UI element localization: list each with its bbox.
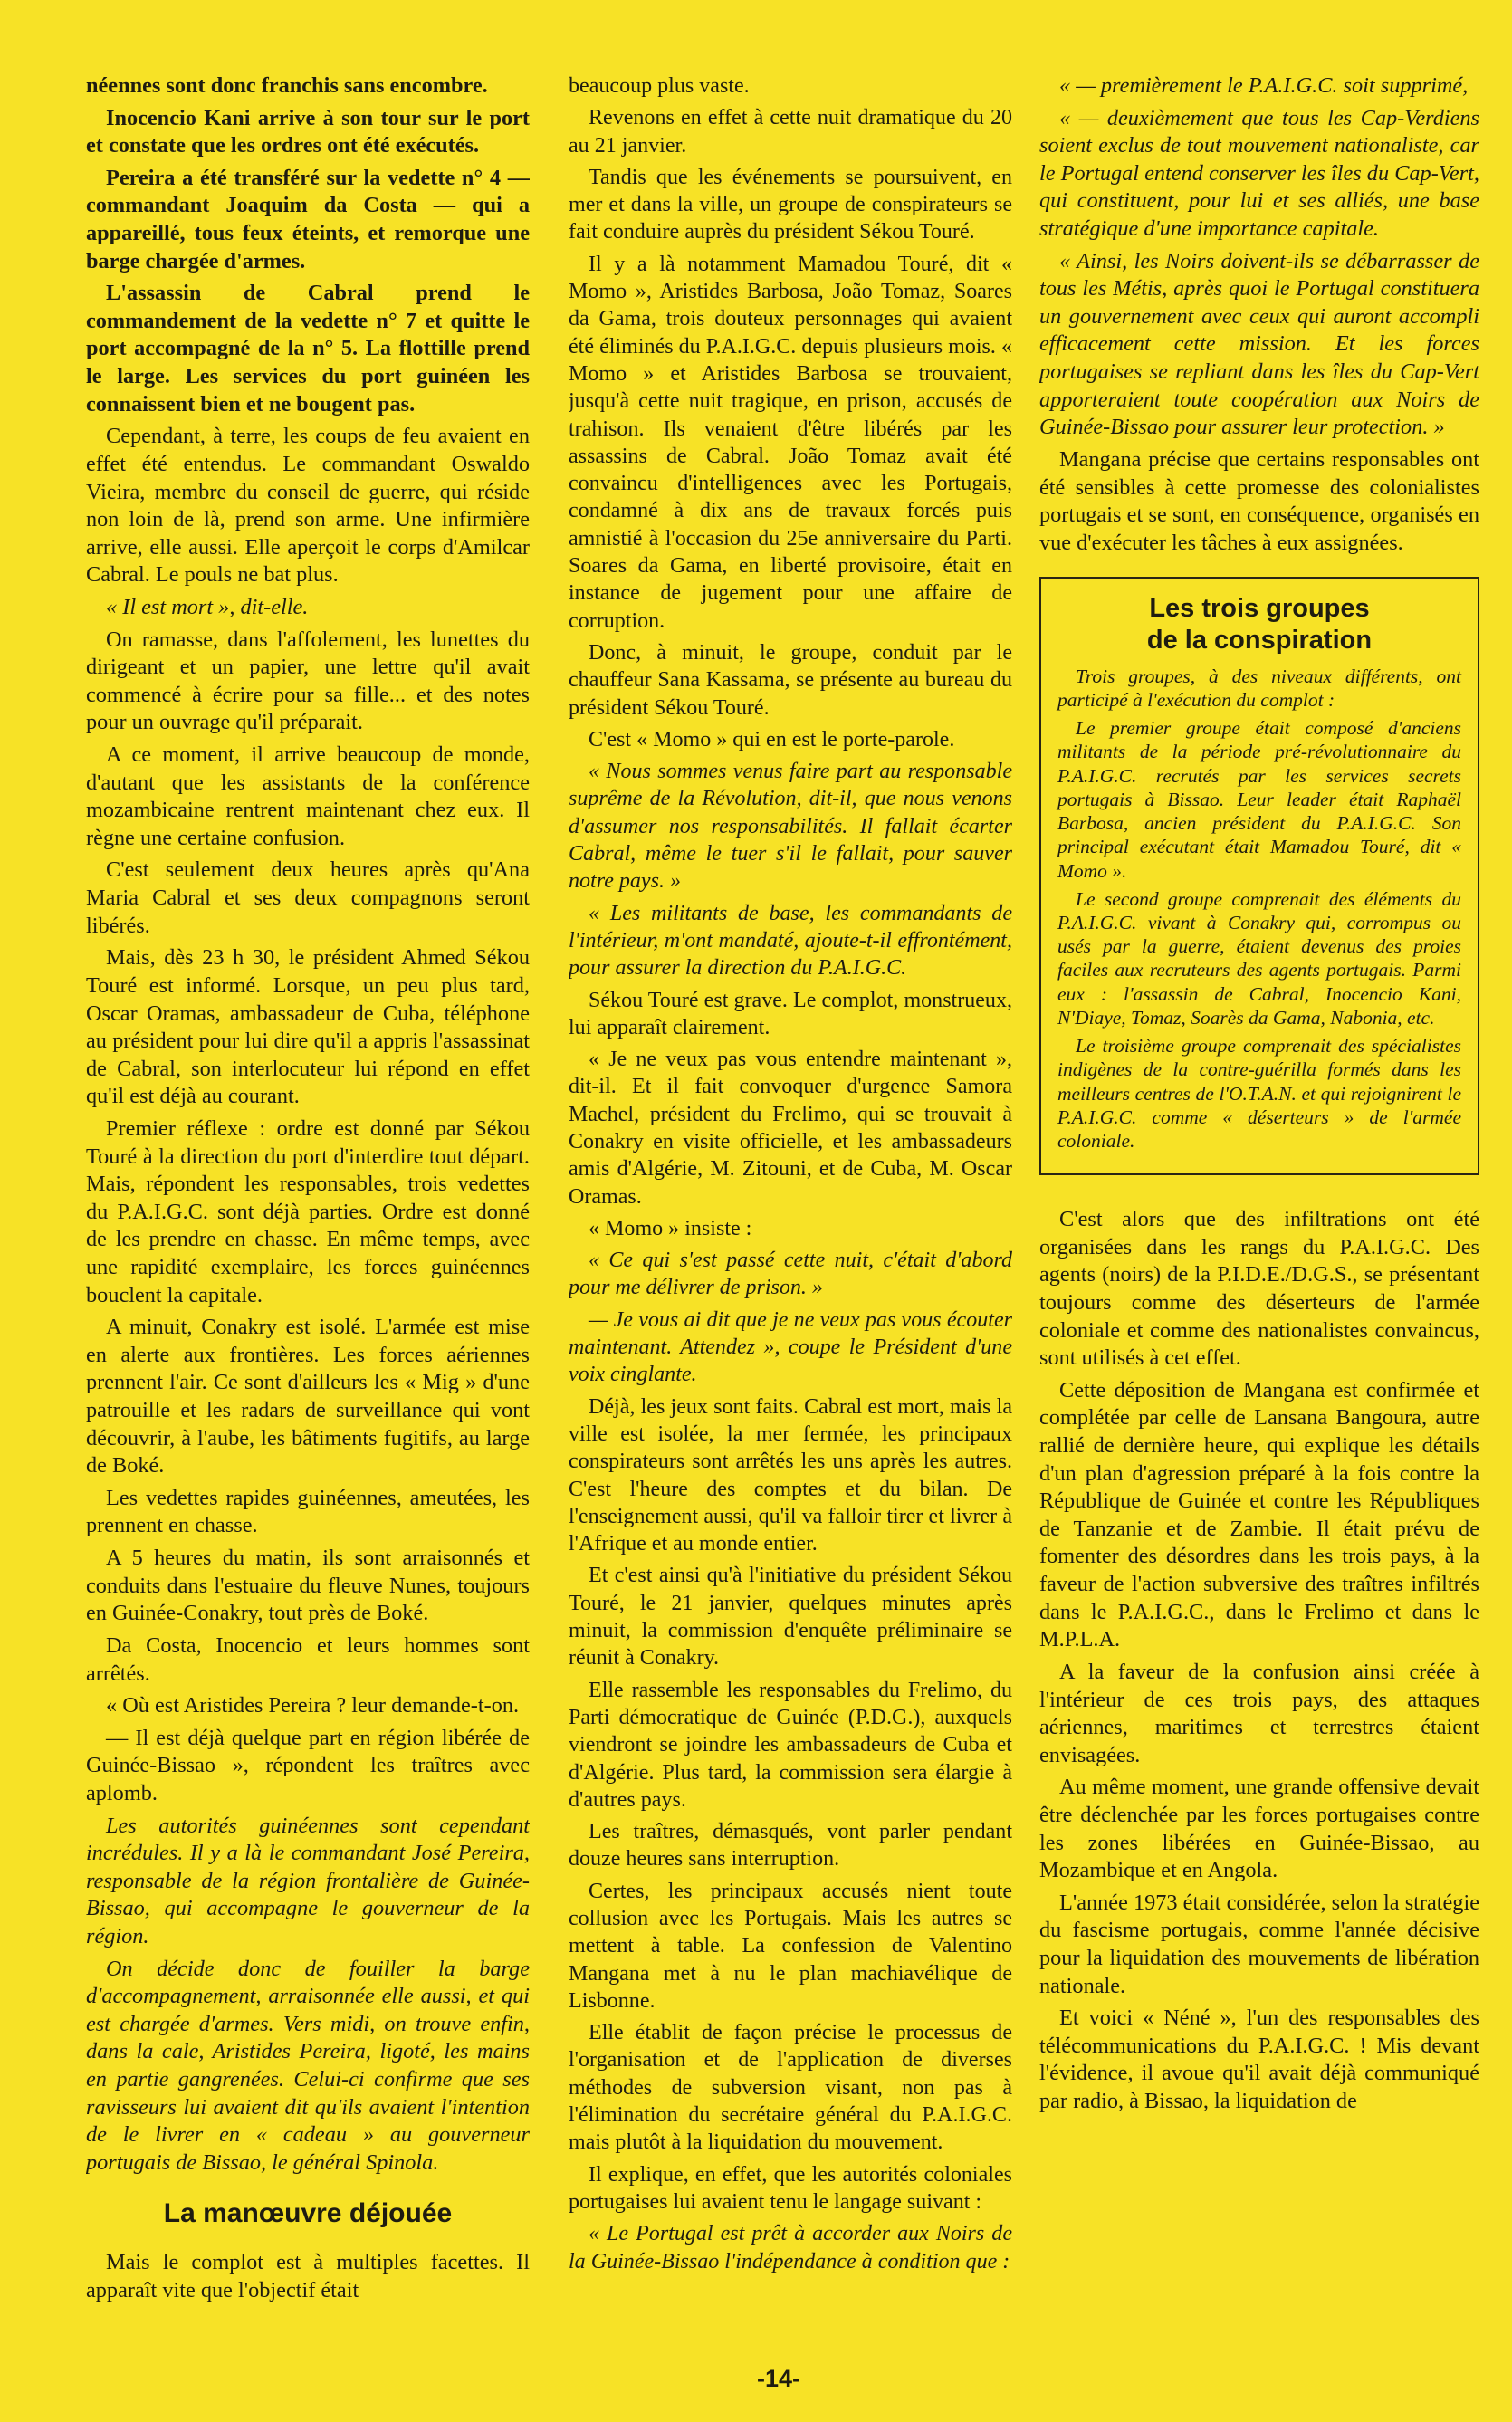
paragraph: néennes sont donc franchis sans encombre.: [86, 73, 488, 98]
paragraph: Il explique, en effet, que les autorités coloniales portugaises lui avaient tenu le langage suivant :: [569, 2162, 1012, 2214]
box-paragraph: Trois groupes, à des niveaux différents, ont participé à l'exécution du complot :: [1057, 665, 1461, 712]
paragraph: Mais le complot est à multiples facettes. Il apparaît vite que l'objectif était: [86, 2250, 530, 2302]
page-number: -14-: [756, 2365, 800, 2392]
subheading: La manœuvre déjouée: [163, 2198, 453, 2229]
paragraph: Au même moment, une grande offensive devait être déclenchée par les forces portugaises contre les zones libérées en Guinée-Bissao, au Mozambique et en Angola.: [1039, 1775, 1479, 1883]
paragraph: Déjà, les jeux sont faits. Cabral est mort, mais la ville est isolée, la mer fermée, les principaux conspirateurs sont arrêtés les uns après les autres. C'est l'heure des comptes et du bilan. De l'enseignement aussi, qu'il va falloir tirer et livrer à l'Afrique et au monde entier.: [569, 1394, 1012, 1556]
paragraph: Cette déposition de Mangana est confirmée et complétée par celle de Lansana Bangoura, autre rallié de dernière heure, qui explique les détails d'un plan d'agression préparé à la fois contre la République de Guinée et contre les Républiques de Tanzanie et de Zambie. Il était prévu de fomenter des désordres dans les trois pays, à la faveur de l'action subversive des traîtres infiltrés dans le P.A.I.G.C., dans le Frelimo et dans le M.P.L.A.: [1039, 1377, 1479, 1652]
paragraph: « Nous sommes venus faire part au responsable suprême de la Révolution, dit-il, que nous venons d'assumer nos responsabilités. Il fallait écarter Cabral, même le tuer s'il le fallait, pour sauver notre pays. »: [569, 760, 1012, 894]
column-2: [569, 72, 1012, 2354]
paragraph: A 5 heures du matin, ils sont arraisonnés et conduits dans l'estuaire du fleuve Nunes, toujours en Guinée-Conakry, tout près de Boké.: [86, 1546, 530, 1626]
column-3: [1039, 72, 1479, 2354]
paragraph: Les traîtres, démasqués, vont parler pendant douze heures sans interruption.: [569, 1820, 1012, 1872]
paragraph: beaucoup plus vaste.: [569, 74, 750, 98]
paragraph: — Je vous ai dit que je ne veux pas vous écouter maintenant. Attendez », coupe le Président d'une voix cinglante.: [569, 1307, 1012, 1387]
paragraph: Elle établit de façon précise le processus de l'organisation et de l'application de diverses méthodes de subversion visant, non pas à l'élimination du secrétaire général du P.A.I.G.C. mais plutôt à la liquidation du mouvement.: [569, 2021, 1012, 2155]
paragraph: « Ainsi, les Noirs doivent-ils se débarrasser de tous les Métis, après quoi le Portugal constituera un gouvernement avec ceux qui auront accompli efficacement cette mission. Et les forces portugaises se repliant dans les îles du Cap-Vert apporteraient toute coopération aux Noirs de Guinée-Bissao pour assurer leur protection. »: [1039, 248, 1479, 440]
box-paragraph: Le troisième groupe comprenait des spécialistes indigènes de la contre-guérilla formés dans les meilleurs centres de l'O.T.A.N. et qui rejoignirent le P.A.I.G.C. comme « déserteurs » de l'armée coloniale.: [1057, 1035, 1461, 1152]
paragraph: « Momo » insiste :: [589, 1216, 752, 1240]
paragraph: A minuit, Conakry est isolé. L'armée est mise en alerte aux frontières. Les forces aériennes prennent l'air. Ce sont d'ailleurs les « Mig » d'une patrouille et les radars de surveillance qui vont découvrir, à l'aube, les bâtiments fugitifs, au large de Boké.: [86, 1315, 530, 1479]
paragraph: « Les militants de base, les commandants de l'intérieur, m'ont mandaté, ajoute-t-il effrontément, pour assurer la direction du P.A.I.G.C.: [569, 901, 1012, 981]
paragraph: « Le Portugal est prêt à accorder aux Noirs de la Guinée-Bissao l'indépendance à condition que :: [569, 2222, 1012, 2274]
paragraph: L'année 1973 était considérée, selon la stratégie du fascisme portugais, comme l'année décisive pour la liquidation des mouvements de libération nationale.: [1039, 1890, 1479, 1998]
paragraph: Sékou Touré est grave. Le complot, monstrueux, lui apparaît clairement.: [569, 988, 1012, 1039]
paragraph: Et voici « Néné », l'un des responsables des télécommunications du P.A.I.G.C. ! Mis devant l'évidence, il avoue qu'il avait déjà communiqué par radio, à Bissao, la liquidation de: [1039, 2006, 1479, 2114]
paragraph: Inocencio Kani arrive à son tour sur le port et constate que les ordres ont été exécutés.: [86, 105, 530, 158]
sidebar-box: [1039, 577, 1479, 1175]
paragraph: Et c'est ainsi qu'à l'initiative du président Sékou Touré, le 21 janvier, quelques minutes après minuit, la commission d'enquête préliminaire se réunit à Conakry.: [569, 1564, 1012, 1671]
paragraph: Elle rassemble les responsables du Frelimo, du Parti démocratique de Guinée (P.D.G.), auxquels viendront se joindre les ambassadeurs de Cuba et d'Algérie. Plus tard, la commission sera élargie à d'autres pays.: [569, 1678, 1012, 1812]
paragraph: A ce moment, il arrive beaucoup de monde, d'autant que les assistants de la conférence mozambicaine rentrent maintenant chez eux. Il règne une certaine confusion.: [86, 742, 530, 850]
paragraph: Il y a là notamment Mamadou Touré, dit « Momo », Aristides Barbosa, João Tomaz, Soares da Gama, trois douteux personnages qui avaient été éliminés du P.A.I.G.C. depuis plusieurs mois. « Momo » et Aristides Barbosa se trouvaient, jusqu'à cette nuit tragique, en prison, accusés de trahison. Ils venaient d'être libérés par les assassins de Cabral. João Tomaz avait été convaincu d'intelligences avec les Portugais, condamné à dix ans de travaux forcés puis amnistié à l'occasion du 25e anniversaire du Parti. Soares da Gama, en liberté provisoire, était en instance de jugement pour une affaire de corruption.: [569, 252, 1012, 633]
paragraph: Tandis que les événements se poursuivent, en mer et dans la ville, un groupe de conspirateurs se fait conduire auprès du président Sékou Touré.: [569, 165, 1012, 244]
paragraph: « — premièrement le P.A.I.G.C. soit supprimé,: [1059, 73, 1469, 98]
box-paragraph: Le premier groupe était composé d'anciens militants de la période pré-révolutionnaire du P.A.I.G.C. recrutés par les services secrets portugais à Bissao. Leur leader était Raphaël Barbosa, ancien président du P.A.I.G.C. Son principal exécutant était Mamadou Touré, dit « Momo ».: [1057, 717, 1461, 882]
box-title: Les trois groupes de la conspiration: [1146, 594, 1373, 655]
paragraph: Donc, à minuit, le groupe, conduit par le chauffeur Sana Kassama, se présente au bureau du président Sékou Touré.: [569, 640, 1012, 720]
paragraph: — Il est déjà quelque part en région libérée de Guinée-Bissao », répondent les traîtres avec aplomb.: [86, 1725, 530, 1805]
paragraph: « — deuxièmement que tous les Cap-Verdiens soient exclus de tout mouvement nationaliste, car le Portugal entend conserver les îles du Cap-Vert, qui constituent, pour lui et ses alliés, une base stratégique d'une importance capitale.: [1039, 105, 1479, 242]
paragraph: L'assassin de Cabral prend le commandement de la vedette n° 7 et quitte le port accompagné de la n° 5. La flottille prend le large. Les services du port guinéen les connaissent bien et ne bougent pas.: [86, 281, 530, 416]
paragraph: C'est seulement deux heures après qu'Ana Maria Cabral et ses deux compagnons seront libérés.: [86, 857, 530, 938]
paragraph: Premier réflexe : ordre est donné par Sékou Touré à la direction du port d'interdire tout départ. Mais, répondent les responsables, trois vedettes du P.A.I.G.C. sont déjà parties. Ordre est donné de les prendre en chasse. En même temps, avec une rapidité exemplaire, les forces guinéennes bouclent la capitale.: [86, 1115, 530, 1307]
paragraph: C'est « Momo » qui en est le porte-parole.: [589, 727, 955, 751]
paragraph: Certes, les principaux accusés nient toute collusion avec les Portugais. Mais les autres se mettent à table. La confession de Valentino Mangana met à nu le plan machiavélique de Lisbonne.: [569, 1879, 1012, 2013]
paragraph: Da Costa, Inocencio et leurs hommes sont arrêtés.: [86, 1632, 530, 1686]
paragraph: « Je ne veux pas vous entendre maintenant », dit-il. Et il fait convoquer d'urgence Samora Machel, président du Frelimo, qui se trouvait à Conakry en visite officielle, et les ambassadeurs amis d'Algérie, M. Zitouni, et de Cuba, M. Oscar Oramas.: [569, 1048, 1012, 1209]
paragraph: On ramasse, dans l'affolement, les lunettes du dirigeant et un papier, une lettre qu'il avait commencé à écrire pour sa fille... et des notes pour un ouvrage qu'il préparait.: [86, 627, 530, 735]
paragraph: « Ce qui s'est passé cette nuit, c'était d'abord pour me délivrer de prison. »: [569, 1249, 1012, 1300]
paragraph: Les autorités guinéennes sont cependant incrédules. Il y a là le commandant José Pereira, responsable de la région frontalière de Guinée-Bissao, qui accompagne le gouverneur de la région.: [86, 1813, 530, 1948]
box-paragraph: Le second groupe comprenait des éléments du P.A.I.G.C. vivant à Conakry qui, corrompus ou usés par la guerre, étaient devenus des proies faciles aux recruteurs des agents portugais. Parmi eux : l'assassin de Cabral, Inocencio Kani, N'Diaye, Tomaz, Soarès da Gama, Nabonia, etc.: [1057, 887, 1461, 1029]
paragraph: Pereira a été transféré sur la vedette n° 4 — commandant Joaquim da Costa — qui a appareillé, tous feux éteints, et remorque une barge chargée d'armes.: [86, 165, 530, 273]
paragraph: Revenons en effet à cette nuit dramatique du 20 au 21 janvier.: [569, 106, 1012, 158]
paragraph: On décide donc de fouiller la barge d'accompagnement, arraisonnée elle aussi, et qui est chargée d'armes. Vers midi, on trouve enfin, dans la cale, Aristides Pereira, ligoté, les mains en partie gangrenées. Celui-ci confirme que ses ravisseurs lui avaient dit qu'ils avaient l'intention de le livrer en « cadeau » au gouverneur portugais de Bissao, le général Spinola.: [86, 1956, 530, 2175]
paragraph: Mais, dès 23 h 30, le président Ahmed Sékou Touré est informé. Lorsque, un peu plus tard, Oscar Oramas, ambassadeur de Cuba, téléphone au président pour lui dire qu'il a appris l'assassinat de Cabral, son interlocuteur lui répond en effet qu'il est déjà au courant.: [86, 945, 530, 1109]
paragraph: C'est alors que des infiltrations ont été organisées dans les rangs du P.A.I.G.C. Des agents (noirs) de la P.I.D.E./D.G.S., se présentant toujours comme des déserteurs de l'armée coloniale et comme des nationalistes convaincus, sont utilisés à cet effet.: [1039, 1207, 1479, 1371]
paragraph: Les vedettes rapides guinéennes, ameutées, les prennent en chasse.: [86, 1485, 530, 1538]
paragraph: A la faveur de la confusion ainsi créée à l'intérieur de ces trois pays, des attaques aériennes, maritimes et terrestres étaient envisagées.: [1039, 1659, 1479, 1767]
paragraph: « Il est mort », dit-elle.: [106, 594, 309, 619]
paragraph: « Où est Aristides Pereira ? leur demande-t-on.: [106, 1693, 520, 1718]
paragraph: Cependant, à terre, les coups de feu avaient en effet été entendus. Le commandant Oswaldo Vieira, membre du conseil de guerre, qui réside non loin de là, prend son arme. Une infirmière arrive, elle aussi. Elle aperçoit le corps d'Amilcar Cabral. Le pouls ne bat plus.: [86, 424, 530, 588]
column-1: [86, 72, 530, 2354]
paragraph: Mangana précise que certains responsables ont été sensibles à cette promesse des colonialistes portugais et se sont, en conséquence, organisés en vue d'exécuter les tâches à eux assignées.: [1039, 446, 1479, 555]
